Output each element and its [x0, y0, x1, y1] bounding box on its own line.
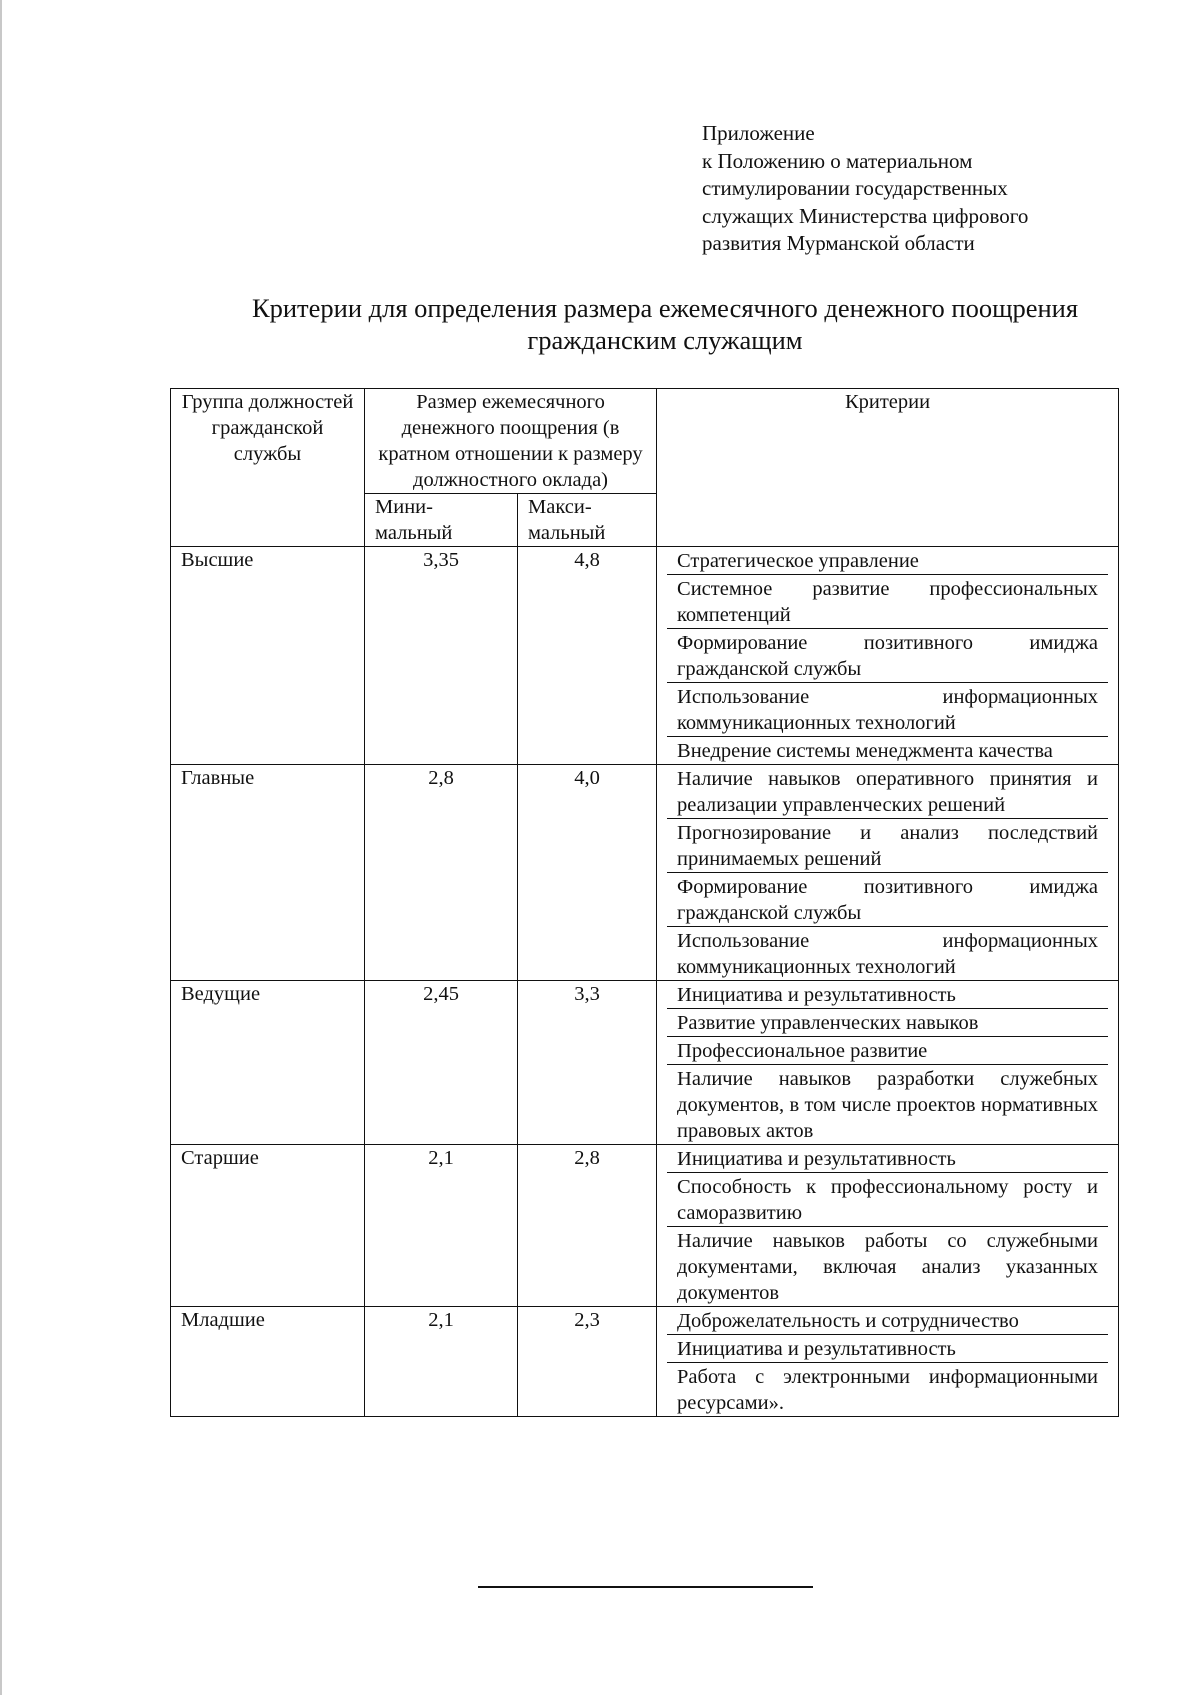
criterion-item: Наличие навыков работы со служебными документами, включая анализ указанных документов — [677, 1230, 1099, 1304]
criterion-item: Наличие навыков разработки служебных документов, в том числе проектов нормативных правовых актов — [677, 1068, 1099, 1142]
max-value-cell: 2,3 — [518, 1307, 657, 1417]
criterion-item: Прогнозирование и анализ последствий принимаемых решений — [667, 819, 1108, 873]
criterion-item: Использование информационных коммуникационных технологий — [677, 930, 1099, 978]
criteria-cell — [657, 1145, 1119, 1307]
table-row — [171, 1145, 1119, 1307]
header-min — [365, 494, 518, 547]
max-value-cell: 2,8 — [518, 1145, 657, 1307]
min-value-cell: 2,1 — [365, 1145, 518, 1307]
table-header-row — [171, 389, 1119, 494]
criterion-item: Использование информационных коммуникационных технологий — [667, 683, 1108, 737]
criteria-cell — [657, 1307, 1119, 1417]
appendix-line: Приложение — [702, 121, 815, 145]
appendix-line: к Положению о материальном — [702, 148, 973, 173]
header-criteria: Критерии — [657, 389, 1119, 547]
header-max — [518, 494, 657, 547]
table-row — [171, 547, 1119, 765]
group-cell: Главные — [171, 765, 365, 981]
title-line: гражданским служащим — [527, 325, 803, 355]
group-cell: Ведущие — [171, 981, 365, 1145]
closing-rule — [478, 1586, 813, 1588]
criterion-item: Профессиональное развитие — [667, 1037, 1108, 1065]
criterion-item: Инициатива и результативность — [667, 981, 1108, 1009]
header-group: Группа должностей гражданской службы — [171, 389, 365, 547]
criterion-item: Доброжелательность и сотрудничество — [667, 1307, 1108, 1335]
document-title — [200, 292, 1130, 356]
max-value-cell: 3,3 — [518, 981, 657, 1145]
criterion-item: Наличие навыков оперативного принятия и реализации управленческих решений — [667, 765, 1108, 819]
criteria-cell — [657, 981, 1119, 1145]
criterion-item: Инициатива и результативность — [667, 1335, 1108, 1363]
criterion-item: Формирование позитивного имиджа гражданской службы — [667, 629, 1108, 683]
min-value-cell: 2,45 — [365, 981, 518, 1145]
group-cell: Младшие — [171, 1307, 365, 1417]
header-min-line: мальный — [375, 522, 453, 544]
min-value-cell: 2,1 — [365, 1307, 518, 1417]
max-value-cell: 4,0 — [518, 765, 657, 981]
criterion-item: Системное развитие профессиональных компетенций — [667, 575, 1108, 629]
criterion-item: Способность к профессиональному росту и саморазвитию — [667, 1173, 1108, 1227]
title-line: Критерии для определения размера ежемесячного денежного поощрения — [251, 293, 1079, 323]
group-cell: Высшие — [171, 547, 365, 765]
header-max-line: мальный — [528, 522, 606, 544]
criterion-item: Развитие управленческих навыков — [667, 1009, 1108, 1037]
criterion-item: Внедрение системы менеджмента качества — [677, 740, 1053, 762]
criterion-item: Инициатива и результативность — [667, 1145, 1108, 1173]
criterion-item: Работа с электронными информационными ресурсами». — [677, 1366, 1099, 1414]
max-value-cell: 4,8 — [518, 547, 657, 765]
criteria-cell — [657, 547, 1119, 765]
table-row — [171, 765, 1119, 981]
appendix-heading — [702, 120, 1162, 258]
header-min-line: Мини- — [375, 496, 433, 518]
criteria-cell — [657, 765, 1119, 981]
appendix-line: стимулировании государственных — [702, 176, 1008, 200]
min-value-cell: 3,35 — [365, 547, 518, 765]
table-row — [171, 981, 1119, 1145]
header-size: Размер ежемесячного денежного поощрения (в кратном отношении к размеру должностного оклада) — [365, 389, 657, 494]
appendix-line: служащих Министерства цифрового — [702, 203, 1029, 228]
criterion-item: Стратегическое управление — [667, 547, 1108, 575]
header-max-line: Макси- — [528, 496, 592, 518]
table-row — [171, 1307, 1119, 1417]
scan-edge-line — [0, 0, 2, 1695]
min-value-cell: 2,8 — [365, 765, 518, 981]
appendix-line: развития Мурманской области — [702, 231, 975, 255]
group-cell: Старшие — [171, 1145, 365, 1307]
criteria-table — [170, 388, 1119, 1417]
criterion-item: Формирование позитивного имиджа гражданской службы — [667, 873, 1108, 927]
